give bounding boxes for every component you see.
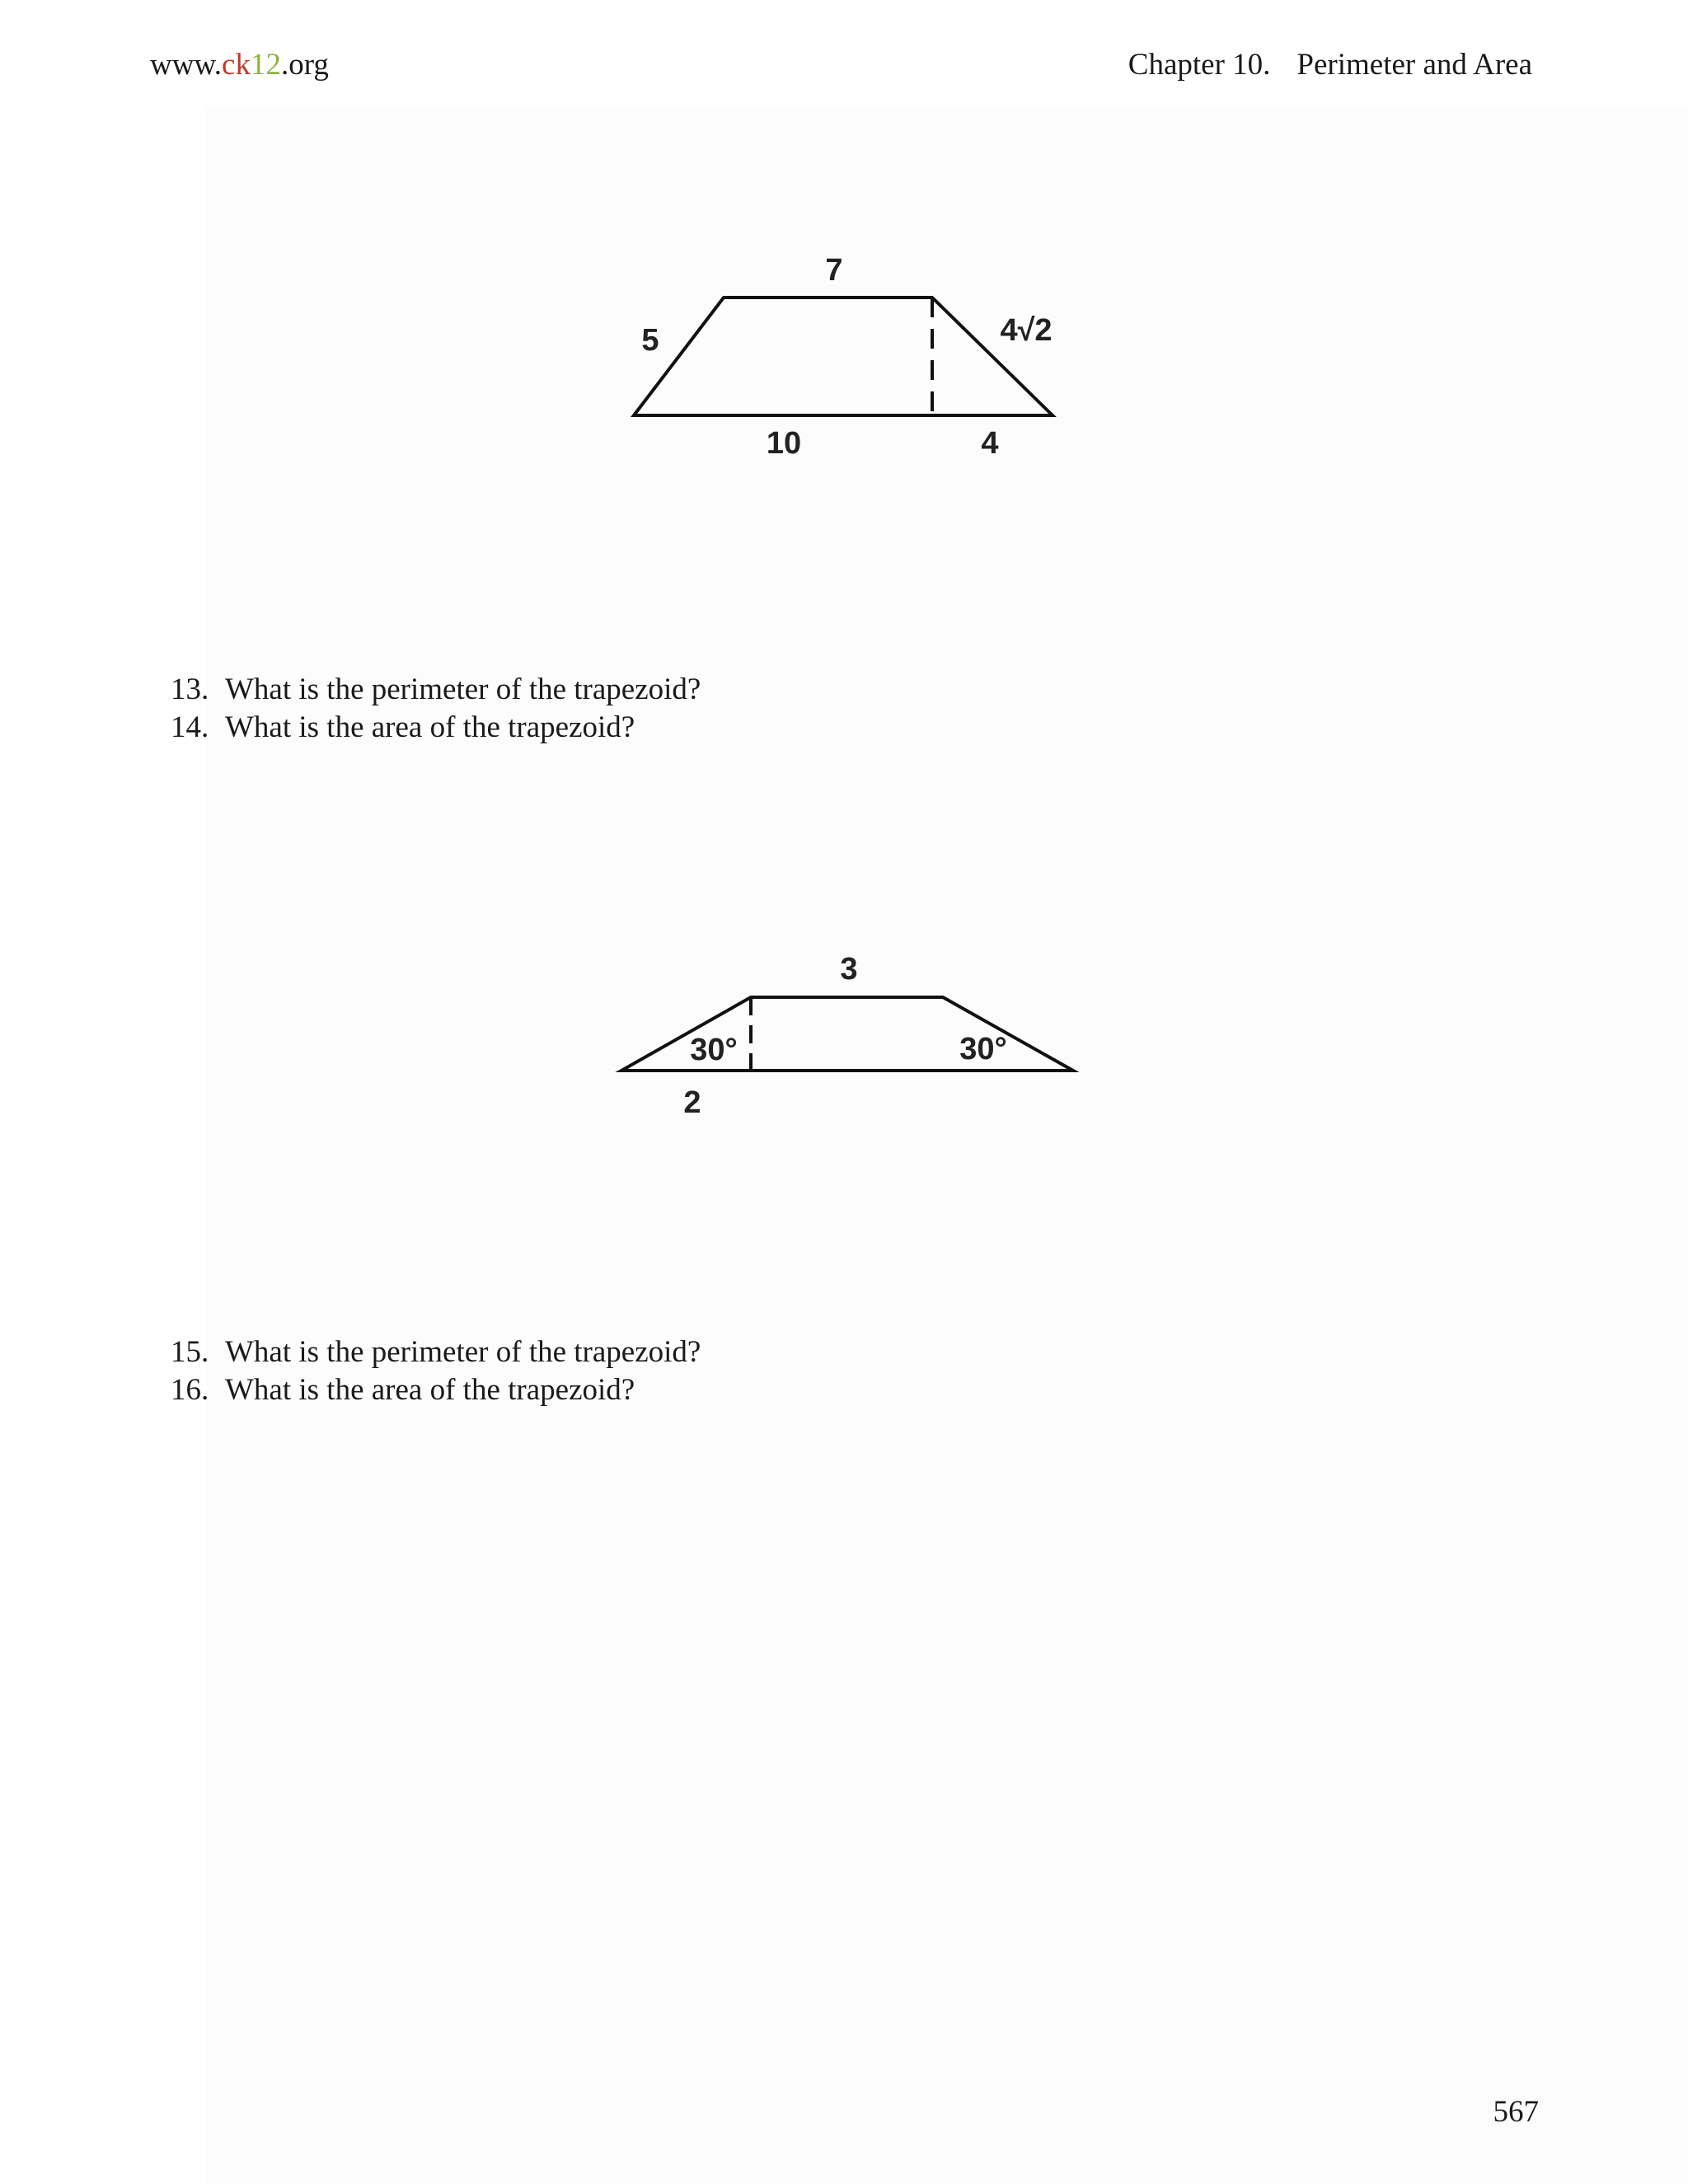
question-16: [171, 1371, 701, 1409]
label-top-3: 3: [840, 952, 858, 987]
question-15: [171, 1333, 701, 1371]
question-text: What is the perimeter of the trapezoid?: [225, 673, 701, 706]
trapezoid-1-svg: [577, 231, 1104, 494]
label-left-angle-30: 30°: [690, 1033, 738, 1067]
question-list-2: [171, 1333, 701, 1409]
site-number: 12: [250, 48, 281, 82]
question-text: What is the perimeter of the trapezoid?: [225, 1335, 701, 1369]
site-url[interactable]: [150, 45, 329, 86]
question-number: 14.: [171, 710, 209, 744]
label-bottom-2: 2: [683, 1085, 701, 1120]
question-13: [171, 671, 701, 709]
question-text: What is the area of the trapezoid?: [225, 710, 635, 744]
chapter-heading: [1128, 45, 1532, 86]
chapter-title: Perimeter and Area: [1296, 48, 1532, 82]
trapezoid-figure-2: [577, 931, 1104, 1146]
site-prefix: www.: [150, 48, 223, 82]
page-number: 567: [1493, 2095, 1539, 2129]
site-ck: ck: [222, 48, 251, 82]
label-top-7: 7: [825, 253, 843, 288]
trapezoid-figure-1: [577, 231, 1104, 494]
label-bottom-10: 10: [766, 426, 802, 461]
chapter-number: Chapter 10.: [1128, 48, 1271, 82]
question-14: [171, 709, 701, 747]
question-text: What is the area of the trapezoid?: [225, 1373, 635, 1407]
label-right-angle-30: 30°: [959, 1032, 1007, 1066]
question-number: 15.: [171, 1335, 209, 1369]
label-right-4root2: 4√2: [1000, 313, 1053, 348]
label-left-5: 5: [641, 323, 659, 358]
trapezoid-2-svg: [577, 931, 1104, 1146]
question-number: 13.: [171, 673, 209, 706]
label-bottom-4: 4: [981, 426, 999, 461]
trapezoid-1-outline: [634, 298, 1053, 415]
question-number: 16.: [171, 1373, 209, 1407]
site-suffix: .org: [280, 48, 329, 82]
question-list-1: [171, 671, 701, 747]
